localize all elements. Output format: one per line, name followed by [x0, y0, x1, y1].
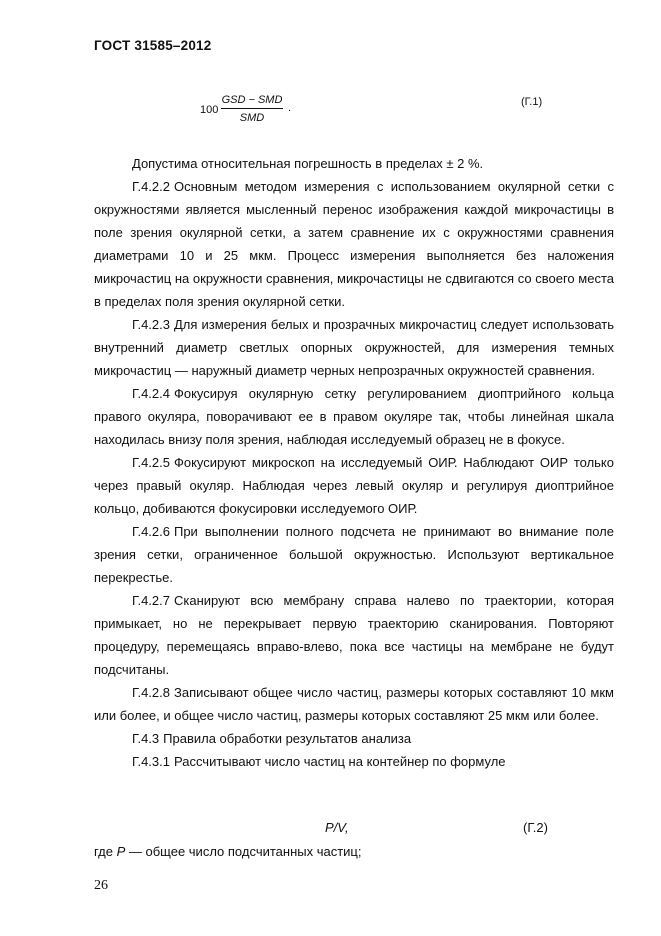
clause-number: Г.4.2.7: [132, 593, 170, 608]
fraction-bar: [221, 108, 283, 109]
clause-number: Г.4.2.8: [132, 685, 170, 700]
paragraph-g-4-2-5: [94, 451, 614, 520]
body-text: [94, 152, 614, 773]
formula-g1-label: (Г.1): [521, 96, 543, 108]
clause-number: Г.4.2.2: [132, 179, 170, 194]
clause-number: Г.4.2.4: [132, 386, 170, 401]
paragraph-tolerance: Допустима относительная погрешность в пределах ± 2 %.: [132, 156, 484, 171]
clause-number: Г.4.2.3: [132, 317, 170, 332]
clause-text: Записывают общее число частиц, размеры которых составляют 10 мкм или более, и общее число частиц, размеры которых составляют 25 мкм или более.: [94, 685, 614, 723]
paragraph-g-4-3-1: [94, 750, 614, 773]
clause-text: Основным методом измерения с использованием окулярной сетки с окружностями является мысленный перенос изображения каждой микрочастицы в поле зрения окулярной сетки, а затем сравнение их с окружностями сравнения диаметрами 10 и 25 мкм. Процесс измерения выполняется без наложения микрочастиц на окружности сравнения, микрочастицы не сдвигаются со своего места в пределах поля зрения окулярной сетки.: [94, 179, 614, 309]
symbol-p: P: [116, 844, 126, 859]
page-number: 26: [94, 878, 108, 893]
formula-g1: [200, 93, 320, 129]
clause-number: Г.4.2.6: [132, 524, 170, 539]
formula-g2-label: (Г.2): [523, 820, 548, 835]
clause-text: Фокусируют микроскоп на исследуемый ОИР. Наблюдают ОИР только через правый окуляр. Наблюдая через левый окуляр и регулируя диоптрийное кольцо, добиваются фокусировки исследуемого ОИР.: [94, 455, 614, 516]
paragraph-g-4-2-8: [94, 681, 614, 727]
paragraph-g-4-2-7: [94, 589, 614, 681]
paragraph-g-4-2-4: [94, 382, 614, 451]
paragraph-g-4-2-3: [94, 313, 614, 382]
formula-punct: .: [288, 102, 292, 114]
clause-text: Для измерения белых и прозрачных микрочастиц следует использовать внутренний диаметр светлых опорных окружностей, для измерения темных микрочастиц — наружный диаметр черных непрозрачных окружностей сравнения.: [94, 317, 614, 378]
paragraph-g-4-2-2: [94, 175, 614, 313]
clause-text: Рассчитывают число частиц на контейнер по формуле: [173, 754, 506, 769]
where-clause: где P — общее число подсчитанных частиц;: [94, 844, 362, 859]
clause-number: Г.4.2.5: [132, 455, 170, 470]
clause-number: Г.4.3: [132, 731, 160, 746]
paragraph-g-4-2-6: [94, 520, 614, 589]
clause-text: Правила обработки результатов анализа: [163, 731, 412, 746]
clause-text: Фокусируя окулярную сетку регулированием диоптрийного кольца правого окуляра, поворачивают ее в правом окуляре так, чтобы линейная шкала находилась внизу поля зрения, наблюдая исследуемый образец не в фокусе.: [94, 386, 614, 447]
formula-denominator: SMD: [239, 112, 265, 124]
document-header: ГОСТ 31585–2012: [94, 38, 212, 53]
clause-text: При выполнении полного подсчета не принимают во внимание поле зрения сетки, ограниченное большой окружностью. Используют вертикальное перекрестье.: [94, 524, 614, 585]
formula-factor: 100: [200, 104, 219, 116]
clause-text: Сканируют всю мембрану справа налево по траектории, которая примыкает, но не перекрывает первую траекторию сканирования. Повторяют процедуру, перемещаясь вправо-влево, пока все частицы на мембране не будут подсчитаны.: [94, 593, 614, 677]
paragraph-g-4-3: [94, 727, 614, 750]
formula-expression: P/V,: [325, 820, 349, 835]
formula-numerator: GSD − SMD: [221, 94, 283, 106]
clause-number: Г.4.3.1: [132, 754, 170, 769]
